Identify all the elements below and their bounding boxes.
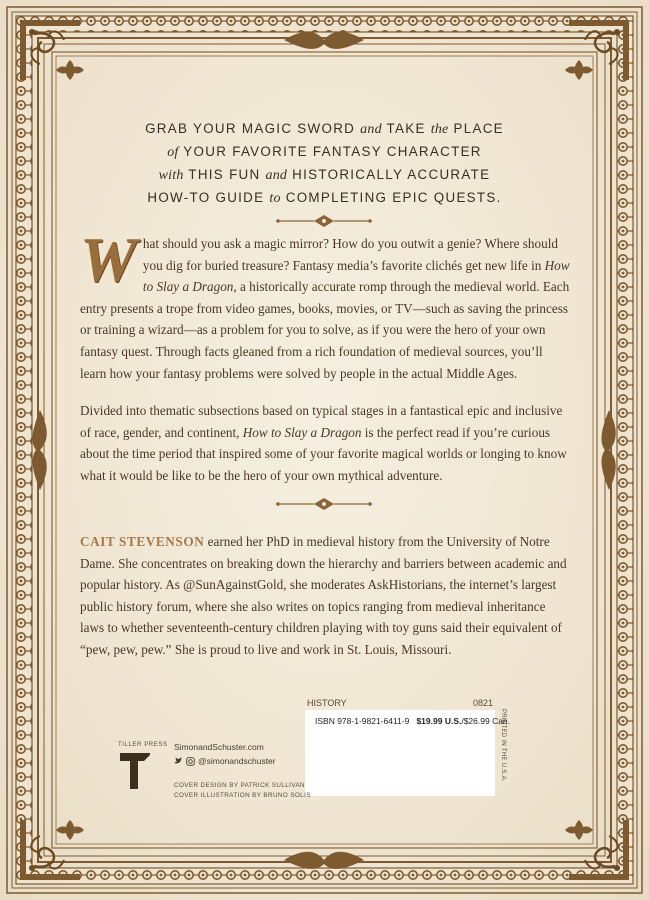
category-label: HISTORY — [307, 698, 347, 708]
twitter-icon — [174, 757, 183, 766]
author-name: CAIT STEVENSON — [80, 534, 205, 549]
instagram-icon — [186, 757, 195, 766]
description-paragraph-2: Divided into thematic subsections based on typical stages in a fantastical epic and inclusive of race, gender, and continent, How to Slay a Dragon is the perfect read if you’re curious about the time period that inspired some of your favorite magical worlds or longing to know what it would be like to be the hero of your own mythical adventure. — [80, 403, 567, 483]
publisher-block — [118, 742, 311, 812]
headline-line-1: GRAB YOUR MAGIC SWORD and TAKE the PLACE — [145, 121, 504, 137]
isbn-price-line: ISBN 978-1-9821-6411-9 $19.99 U.S./$26.99 Can. — [315, 716, 511, 726]
barcode-area — [305, 696, 511, 800]
ornament-divider — [274, 214, 374, 228]
author-bio: CAIT STEVENSON earned her PhD in medieval history from the University of Notre Dame. She concentrates on breaking down the hierarchy and barriers between academic and popular history. As @SunAgainstGold, she moderates AskHistorians, the internet’s largest public history forum, where she also writes on topics ranging from medieval inheritance laws to whether seventeenth-century children playing with toy guns said their equivalent of “pew, pew, pew.” She is proud to live and work in St. Louis, Missouri. — [80, 534, 567, 657]
barcode-header — [305, 696, 499, 710]
social-handle[interactable]: @simonandschuster — [174, 756, 276, 766]
cover-illustration-credit: COVER ILLUSTRATION BY BRUNO SOLIS — [174, 792, 311, 799]
headline-line-3: with THIS FUN and HISTORICALLY ACCURATE — [158, 167, 491, 183]
headline-line-2: of YOUR FAVORITE FANTASY CHARACTER — [167, 144, 482, 160]
description-paragraph-1: What should you ask a magic mirror? How do you outwit a genie? Where should you dig for buried treasure? Fantasy media’s favorite clichés get new life in How to Slay a Dragon, a historically accurate romp through the medieval world. Each entry presents a trope from video games, books, movies, or TV—such as saving the princess or training a wizard—as a problem for you to solve, as if you were the hero of your own fantasy quest. Through facts gleaned from a rich foundation of medieval sources, you’ll learn how your fantasy problems were solved by people in the actual Middle Ages. — [80, 224, 570, 381]
cover-design-credit: COVER DESIGN BY PATRICK SULLIVAN — [174, 782, 305, 789]
ornament-divider-2 — [274, 497, 374, 511]
drop-cap: W — [80, 224, 137, 295]
headline — [60, 118, 589, 210]
printed-in-usa: PRINTED IN THE U.S.A. — [500, 709, 506, 782]
imprint-label: TILLER PRESS — [118, 742, 168, 748]
website-link[interactable]: SimonandSchuster.com — [174, 742, 264, 752]
tiller-press-logo — [120, 751, 154, 791]
price-code: 0821 — [472, 698, 493, 708]
headline-line-4: HOW-TO GUIDE to COMPLETING EPIC QUESTS. — [147, 190, 502, 206]
